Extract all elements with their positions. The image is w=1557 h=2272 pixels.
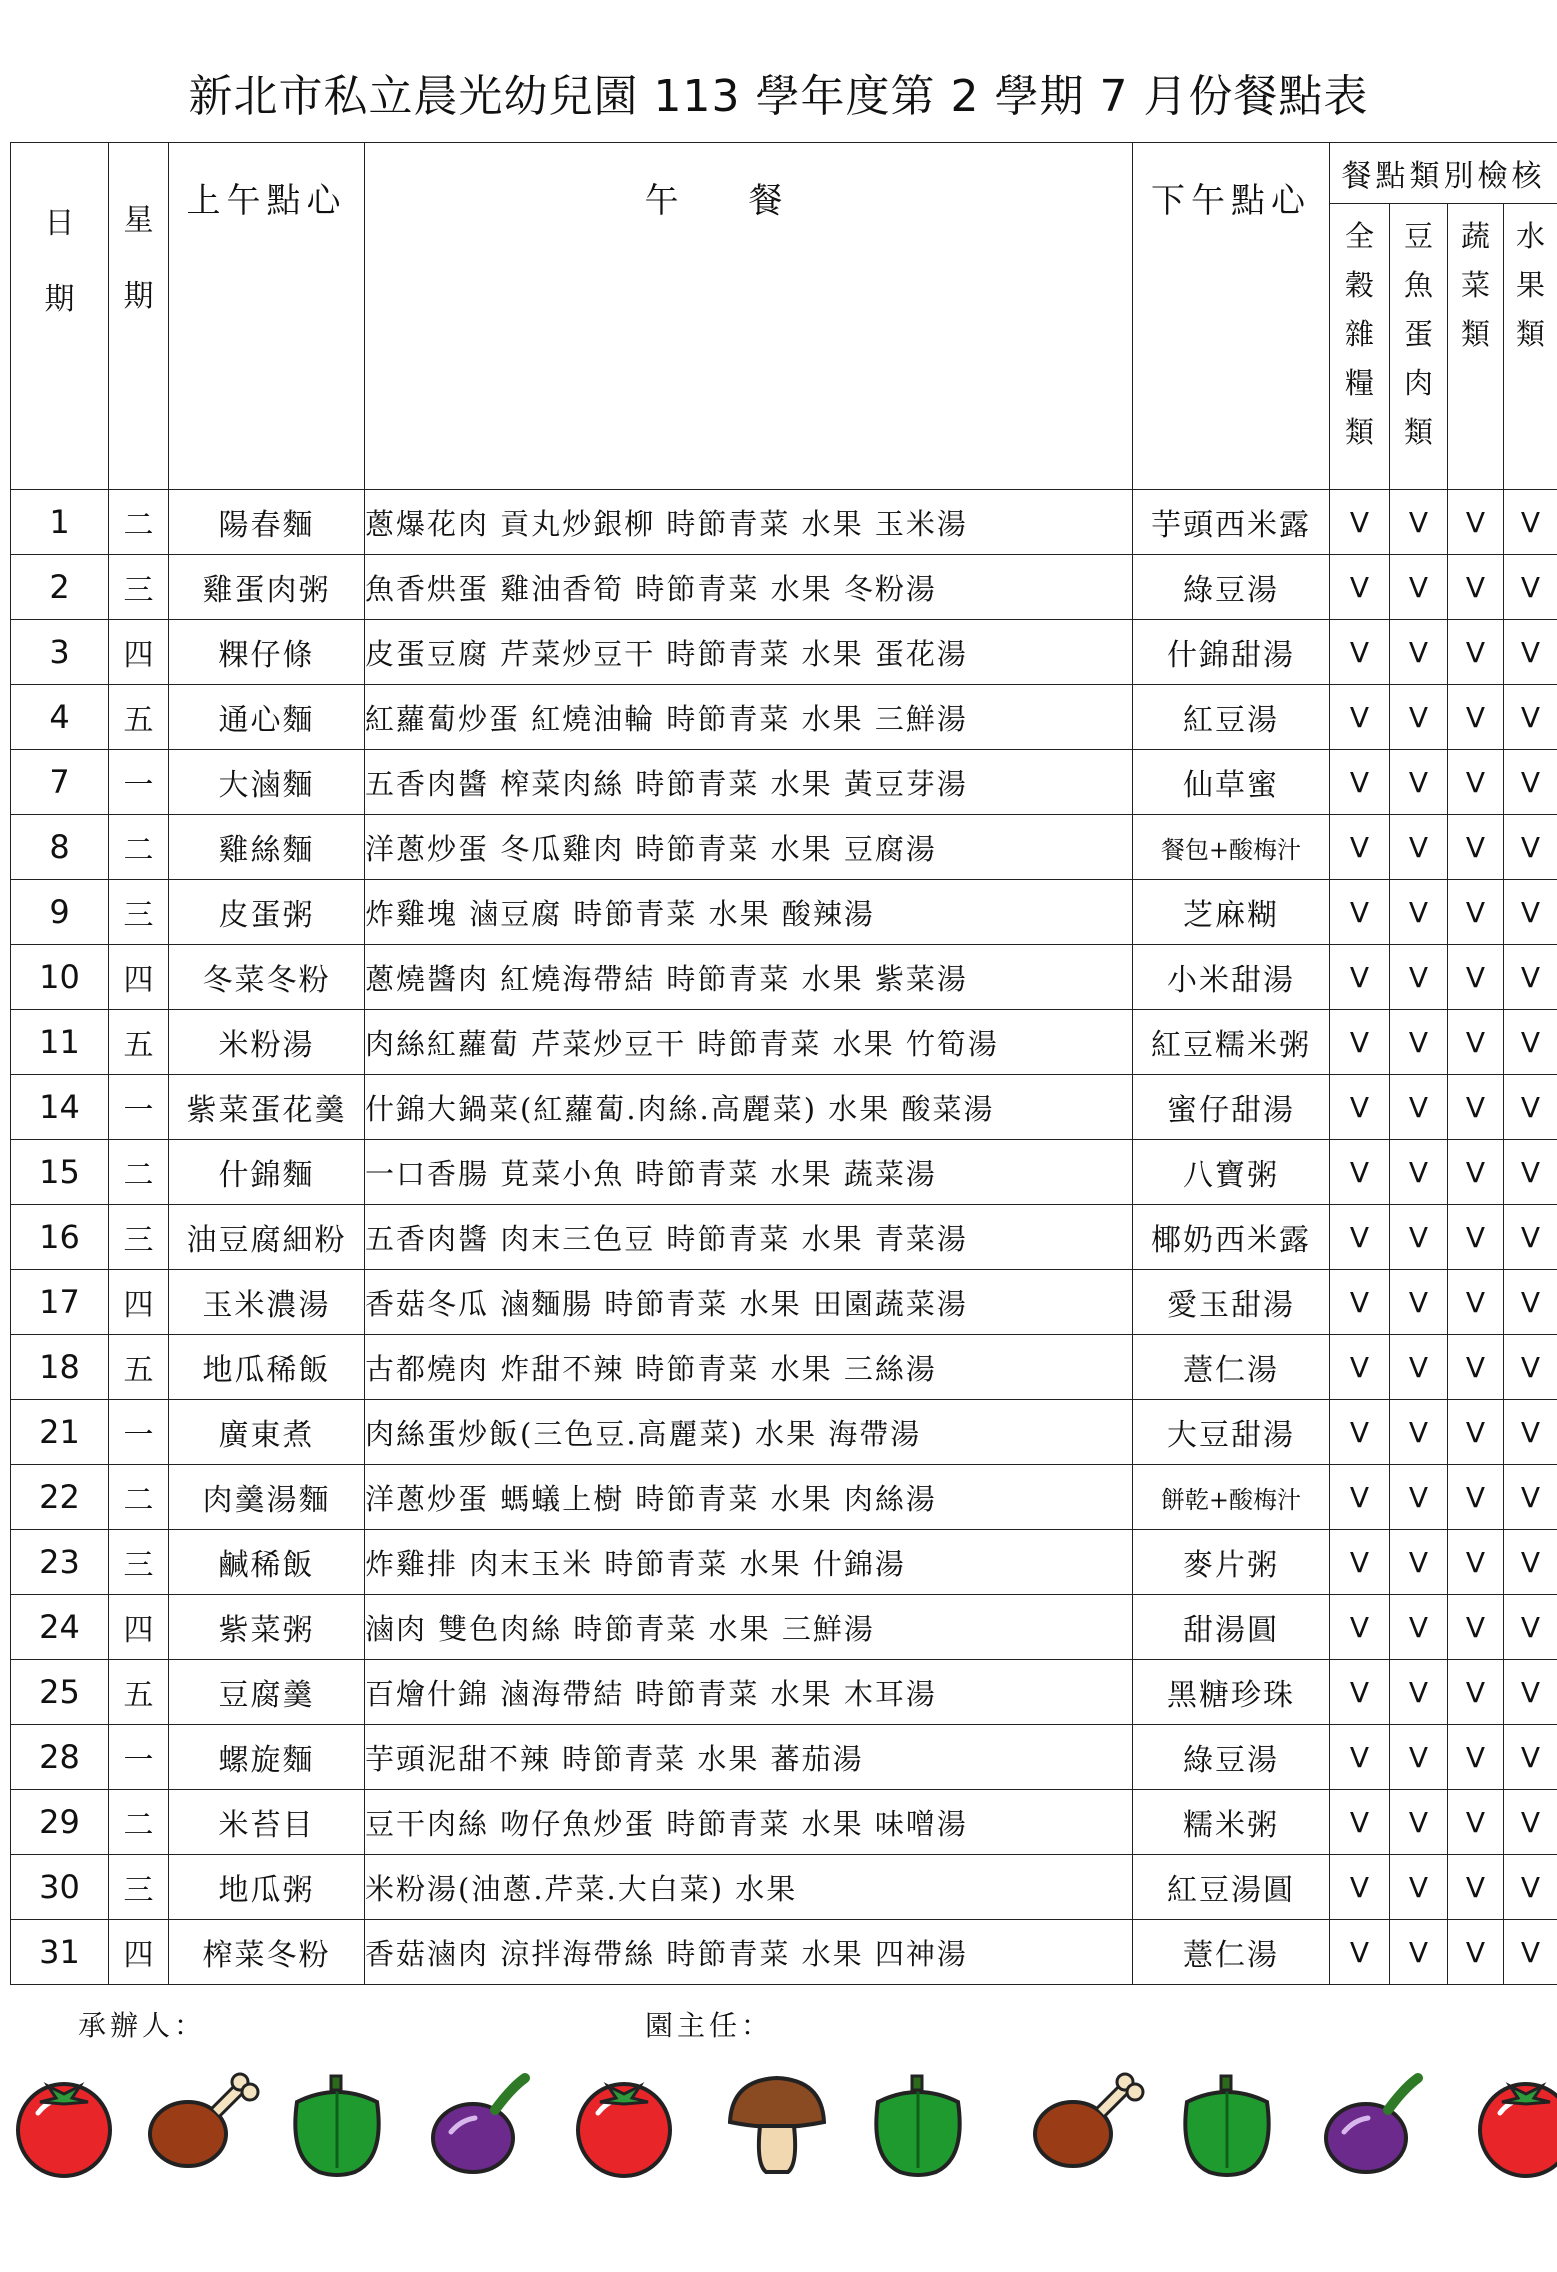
check-mark: V — [1504, 1530, 1557, 1595]
header-char: 穀 — [1344, 268, 1374, 302]
weekday-cell: 三 — [109, 555, 169, 620]
check-mark: V — [1330, 1660, 1390, 1725]
check-mark: V — [1448, 1725, 1504, 1790]
green-pepper-icon — [285, 2068, 389, 2180]
afternoon-snack-cell: 仙草蜜 — [1133, 750, 1330, 815]
date-cell: 4 — [11, 685, 109, 750]
table-row — [11, 620, 1557, 685]
check-mark: V — [1330, 1140, 1390, 1205]
table-row — [11, 1855, 1557, 1920]
weekday-cell: 四 — [109, 620, 169, 685]
date-cell: 23 — [11, 1530, 109, 1595]
lunch-cell: 芋頭泥甜不辣 時節青菜 水果 蕃茄湯 — [365, 1725, 1133, 1790]
date-cell: 3 — [11, 620, 109, 685]
check-mark: V — [1504, 620, 1557, 685]
check-mark: V — [1448, 1530, 1504, 1595]
header-grains — [1330, 204, 1390, 490]
table-row — [11, 1595, 1557, 1660]
afternoon-snack-cell: 芋頭西米露 — [1133, 490, 1330, 555]
check-mark: V — [1390, 1140, 1448, 1205]
table-row — [11, 1790, 1557, 1855]
check-mark: V — [1504, 490, 1557, 555]
afternoon-snack-cell: 綠豆湯 — [1133, 1725, 1330, 1790]
lunch-cell: 蔥爆花肉 貢丸炒銀柳 時節青菜 水果 玉米湯 — [365, 490, 1133, 555]
check-mark: V — [1390, 815, 1448, 880]
check-mark: V — [1330, 1400, 1390, 1465]
header-char: 水 — [1515, 219, 1545, 253]
drumstick-icon — [140, 2068, 260, 2180]
eggplant-icon — [1318, 2068, 1428, 2180]
header-category-check: 餐點類別檢核 — [1330, 143, 1557, 204]
table-row — [11, 750, 1557, 815]
morning-snack-cell: 榨菜冬粉 — [169, 1920, 365, 1985]
lunch-cell: 古都燒肉 炸甜不辣 時節青菜 水果 三絲湯 — [365, 1335, 1133, 1400]
check-mark: V — [1448, 945, 1504, 1010]
meal-table — [10, 142, 1557, 1985]
check-mark: V — [1504, 1140, 1557, 1205]
tomato-icon — [1470, 2068, 1557, 2180]
lunch-cell: 肉絲蛋炒飯(三色豆.高麗菜) 水果 海帶湯 — [365, 1400, 1133, 1465]
check-mark: V — [1448, 1855, 1504, 1920]
table-row — [11, 1400, 1557, 1465]
check-mark: V — [1390, 1725, 1448, 1790]
table-row — [11, 1920, 1557, 1985]
afternoon-snack-cell: 小米甜湯 — [1133, 945, 1330, 1010]
lunch-cell: 豆干肉絲 吻仔魚炒蛋 時節青菜 水果 味噌湯 — [365, 1790, 1133, 1855]
check-mark: V — [1504, 1920, 1557, 1985]
check-mark: V — [1390, 1335, 1448, 1400]
table-row — [11, 1010, 1557, 1075]
date-cell: 31 — [11, 1920, 109, 1985]
morning-snack-cell: 地瓜稀飯 — [169, 1335, 365, 1400]
lunch-cell: 炸雞排 肉末玉米 時節青菜 水果 什錦湯 — [365, 1530, 1133, 1595]
afternoon-snack-cell: 薏仁湯 — [1133, 1920, 1330, 1985]
header-char: 魚 — [1403, 268, 1433, 302]
lunch-cell: 洋蔥炒蛋 螞蟻上樹 時節青菜 水果 肉絲湯 — [365, 1465, 1133, 1530]
lunch-cell: 什錦大鍋菜(紅蘿蔔.肉絲.高麗菜) 水果 酸菜湯 — [365, 1075, 1133, 1140]
table-row — [11, 685, 1557, 750]
afternoon-snack-cell: 黑糖珍珠 — [1133, 1660, 1330, 1725]
header-protein — [1390, 204, 1448, 490]
morning-snack-cell: 螺旋麵 — [169, 1725, 365, 1790]
weekday-cell: 三 — [109, 1205, 169, 1270]
check-mark: V — [1504, 1335, 1557, 1400]
table-row — [11, 1075, 1557, 1140]
date-cell: 11 — [11, 1010, 109, 1075]
date-cell: 21 — [11, 1400, 109, 1465]
afternoon-snack-cell: 麥片粥 — [1133, 1530, 1330, 1595]
page-title: 新北市私立晨光幼兒園 113 學年度第 2 學期 7 月份餐點表 — [188, 71, 1369, 122]
check-mark: V — [1330, 1205, 1390, 1270]
green-pepper-icon — [1175, 2068, 1279, 2180]
table-row — [11, 1205, 1557, 1270]
check-mark: V — [1330, 1595, 1390, 1660]
check-mark: V — [1448, 1920, 1504, 1985]
check-mark: V — [1390, 1595, 1448, 1660]
lunch-cell: 紅蘿蔔炒蛋 紅燒油輪 時節青菜 水果 三鮮湯 — [365, 685, 1133, 750]
weekday-cell: 三 — [109, 1530, 169, 1595]
table-row — [11, 1530, 1557, 1595]
header-char: 糧 — [1344, 366, 1374, 400]
check-mark: V — [1448, 1790, 1504, 1855]
lunch-cell: 洋蔥炒蛋 冬瓜雞肉 時節青菜 水果 豆腐湯 — [365, 815, 1133, 880]
weekday-cell: 四 — [109, 1595, 169, 1660]
check-mark: V — [1390, 1530, 1448, 1595]
check-mark: V — [1504, 880, 1557, 945]
check-mark: V — [1448, 1595, 1504, 1660]
check-mark: V — [1504, 1725, 1557, 1790]
lunch-cell: 五香肉醬 榨菜肉絲 時節青菜 水果 黃豆芽湯 — [365, 750, 1133, 815]
weekday-cell: 一 — [109, 1075, 169, 1140]
check-mark: V — [1448, 1660, 1504, 1725]
lunch-cell: 炸雞塊 滷豆腐 時節青菜 水果 酸辣湯 — [365, 880, 1133, 945]
weekday-cell: 四 — [109, 1270, 169, 1335]
morning-snack-cell: 冬菜冬粉 — [169, 945, 365, 1010]
table-row — [11, 815, 1557, 880]
check-mark: V — [1448, 1205, 1504, 1270]
header-morning-snack: 上午點心 — [169, 143, 365, 490]
lunch-cell: 皮蛋豆腐 芹菜炒豆干 時節青菜 水果 蛋花湯 — [365, 620, 1133, 685]
check-mark: V — [1330, 1920, 1390, 1985]
green-pepper-icon — [866, 2068, 970, 2180]
check-mark: V — [1448, 1140, 1504, 1205]
weekday-cell: 二 — [109, 490, 169, 555]
check-mark: V — [1330, 555, 1390, 620]
weekday-cell: 一 — [109, 1400, 169, 1465]
drumstick-icon — [1025, 2068, 1145, 2180]
header-char: 蛋 — [1403, 317, 1433, 351]
table-row — [11, 1140, 1557, 1205]
weekday-cell: 一 — [109, 1725, 169, 1790]
morning-snack-cell: 油豆腐細粉 — [169, 1205, 365, 1270]
check-mark: V — [1330, 1335, 1390, 1400]
mushroom-icon — [722, 2068, 832, 2180]
check-mark: V — [1448, 490, 1504, 555]
afternoon-snack-cell: 椰奶西米露 — [1133, 1205, 1330, 1270]
weekday-cell: 三 — [109, 880, 169, 945]
check-mark: V — [1390, 555, 1448, 620]
weekday-cell: 二 — [109, 1140, 169, 1205]
check-mark: V — [1504, 1855, 1557, 1920]
check-mark: V — [1330, 880, 1390, 945]
weekday-cell: 四 — [109, 945, 169, 1010]
header-char: 類 — [1403, 415, 1433, 449]
check-mark: V — [1504, 815, 1557, 880]
weekday-cell: 四 — [109, 1920, 169, 1985]
check-mark: V — [1504, 1270, 1557, 1335]
check-mark: V — [1504, 1075, 1557, 1140]
check-mark: V — [1504, 555, 1557, 620]
check-mark: V — [1448, 750, 1504, 815]
tomato-icon — [568, 2068, 680, 2180]
check-mark: V — [1390, 1075, 1448, 1140]
afternoon-snack-cell: 紅豆湯圓 — [1133, 1855, 1330, 1920]
weekday-cell: 五 — [109, 1010, 169, 1075]
header-afternoon-snack: 下午點心 — [1133, 143, 1330, 490]
date-cell: 17 — [11, 1270, 109, 1335]
check-mark: V — [1390, 1790, 1448, 1855]
lunch-cell: 一口香腸 莧菜小魚 時節青菜 水果 蔬菜湯 — [365, 1140, 1133, 1205]
afternoon-snack-cell: 糯米粥 — [1133, 1790, 1330, 1855]
morning-snack-cell: 地瓜粥 — [169, 1855, 365, 1920]
check-mark: V — [1390, 1465, 1448, 1530]
morning-snack-cell: 米苔目 — [169, 1790, 365, 1855]
weekday-cell: 一 — [109, 750, 169, 815]
afternoon-snack-cell: 大豆甜湯 — [1133, 1400, 1330, 1465]
table-row — [11, 1660, 1557, 1725]
check-mark: V — [1330, 1270, 1390, 1335]
date-cell: 7 — [11, 750, 109, 815]
food-decoration-row — [0, 2068, 1557, 2188]
morning-snack-cell: 皮蛋粥 — [169, 880, 365, 945]
eggplant-icon — [425, 2068, 535, 2180]
header-weekday: 星 期 — [109, 143, 169, 490]
weekday-cell: 二 — [109, 1465, 169, 1530]
lunch-cell: 百燴什錦 滷海帶結 時節青菜 水果 木耳湯 — [365, 1660, 1133, 1725]
check-mark: V — [1390, 880, 1448, 945]
header-char: 類 — [1515, 317, 1545, 351]
check-mark: V — [1448, 815, 1504, 880]
morning-snack-cell: 雞蛋肉粥 — [169, 555, 365, 620]
morning-snack-cell: 紫菜粥 — [169, 1595, 365, 1660]
check-mark: V — [1330, 490, 1390, 555]
check-mark: V — [1448, 1010, 1504, 1075]
check-mark: V — [1504, 750, 1557, 815]
date-cell: 22 — [11, 1465, 109, 1530]
check-mark: V — [1390, 1660, 1448, 1725]
header-char: 類 — [1460, 317, 1490, 351]
check-mark: V — [1504, 1400, 1557, 1465]
lunch-cell: 蔥燒醬肉 紅燒海帶結 時節青菜 水果 紫菜湯 — [365, 945, 1133, 1010]
table-row — [11, 1465, 1557, 1530]
afternoon-snack-cell: 什錦甜湯 — [1133, 620, 1330, 685]
date-cell: 8 — [11, 815, 109, 880]
check-mark: V — [1504, 1595, 1557, 1660]
date-cell: 10 — [11, 945, 109, 1010]
header-char: 果 — [1515, 268, 1545, 302]
check-mark: V — [1448, 1075, 1504, 1140]
check-mark: V — [1330, 1530, 1390, 1595]
table-row — [11, 1725, 1557, 1790]
header-lunch: 午餐 — [365, 143, 1133, 490]
check-mark: V — [1330, 945, 1390, 1010]
table-row — [11, 1335, 1557, 1400]
morning-snack-cell: 紫菜蛋花羹 — [169, 1075, 365, 1140]
date-cell: 9 — [11, 880, 109, 945]
header-char: 雜 — [1344, 317, 1374, 351]
afternoon-snack-cell: 愛玉甜湯 — [1133, 1270, 1330, 1335]
date-cell: 1 — [11, 490, 109, 555]
afternoon-snack-cell: 餅乾+酸梅汁 — [1133, 1465, 1330, 1530]
check-mark: V — [1448, 880, 1504, 945]
afternoon-snack-cell: 紅豆湯 — [1133, 685, 1330, 750]
check-mark: V — [1330, 815, 1390, 880]
morning-snack-cell: 玉米濃湯 — [169, 1270, 365, 1335]
date-cell: 25 — [11, 1660, 109, 1725]
check-mark: V — [1390, 1855, 1448, 1920]
check-mark: V — [1504, 1205, 1557, 1270]
check-mark: V — [1448, 620, 1504, 685]
date-cell: 16 — [11, 1205, 109, 1270]
header-date: 日 期 — [11, 143, 109, 490]
check-mark: V — [1390, 1205, 1448, 1270]
morning-snack-cell: 陽春麵 — [169, 490, 365, 555]
check-mark: V — [1504, 945, 1557, 1010]
handler-label: 承辦人： — [78, 2009, 207, 2042]
afternoon-snack-cell: 紅豆糯米粥 — [1133, 1010, 1330, 1075]
lunch-cell: 五香肉醬 肉末三色豆 時節青菜 水果 青菜湯 — [365, 1205, 1133, 1270]
morning-snack-cell: 鹹稀飯 — [169, 1530, 365, 1595]
date-cell: 28 — [11, 1725, 109, 1790]
check-mark: V — [1330, 1075, 1390, 1140]
date-cell: 30 — [11, 1855, 109, 1920]
check-mark: V — [1330, 1790, 1390, 1855]
check-mark: V — [1448, 1465, 1504, 1530]
afternoon-snack-cell: 薏仁湯 — [1133, 1335, 1330, 1400]
afternoon-snack-cell: 甜湯圓 — [1133, 1595, 1330, 1660]
header-char: 肉 — [1403, 366, 1433, 400]
lunch-cell: 香菇滷肉 涼拌海帶絲 時節青菜 水果 四神湯 — [365, 1920, 1133, 1985]
morning-snack-cell: 粿仔條 — [169, 620, 365, 685]
lunch-cell: 滷肉 雙色肉絲 時節青菜 水果 三鮮湯 — [365, 1595, 1133, 1660]
check-mark: V — [1448, 1400, 1504, 1465]
check-mark: V — [1390, 490, 1448, 555]
check-mark: V — [1390, 685, 1448, 750]
check-mark: V — [1448, 555, 1504, 620]
check-mark: V — [1330, 1855, 1390, 1920]
morning-snack-cell: 雞絲麵 — [169, 815, 365, 880]
date-cell: 15 — [11, 1140, 109, 1205]
check-mark: V — [1390, 1010, 1448, 1075]
date-cell: 18 — [11, 1335, 109, 1400]
table-row — [11, 490, 1557, 555]
afternoon-snack-cell: 蜜仔甜湯 — [1133, 1075, 1330, 1140]
morning-snack-cell: 大滷麵 — [169, 750, 365, 815]
lunch-cell: 肉絲紅蘿蔔 芹菜炒豆干 時節青菜 水果 竹筍湯 — [365, 1010, 1133, 1075]
header-char: 菜 — [1460, 268, 1490, 302]
check-mark: V — [1390, 1400, 1448, 1465]
check-mark: V — [1330, 1010, 1390, 1075]
date-cell: 14 — [11, 1075, 109, 1140]
date-cell: 29 — [11, 1790, 109, 1855]
header-fruit — [1504, 204, 1557, 490]
check-mark: V — [1330, 620, 1390, 685]
weekday-cell: 五 — [109, 685, 169, 750]
check-mark: V — [1390, 1920, 1448, 1985]
check-mark: V — [1390, 945, 1448, 1010]
header-char: 蔬 — [1460, 219, 1490, 253]
check-mark: V — [1390, 750, 1448, 815]
check-mark: V — [1330, 1465, 1390, 1530]
weekday-cell: 二 — [109, 1790, 169, 1855]
table-row — [11, 1270, 1557, 1335]
tomato-icon — [8, 2068, 120, 2180]
header-char: 類 — [1344, 415, 1374, 449]
check-mark: V — [1330, 685, 1390, 750]
morning-snack-cell: 什錦麵 — [169, 1140, 365, 1205]
table-row — [11, 945, 1557, 1010]
date-cell: 24 — [11, 1595, 109, 1660]
morning-snack-cell: 豆腐羹 — [169, 1660, 365, 1725]
check-mark: V — [1504, 685, 1557, 750]
lunch-cell: 香菇冬瓜 滷麵腸 時節青菜 水果 田園蔬菜湯 — [365, 1270, 1133, 1335]
table-row — [11, 880, 1557, 945]
header-char: 全 — [1344, 219, 1374, 253]
check-mark: V — [1330, 750, 1390, 815]
afternoon-snack-cell: 芝麻糊 — [1133, 880, 1330, 945]
afternoon-snack-cell: 八寶粥 — [1133, 1140, 1330, 1205]
director-label: 園主任： — [645, 2009, 774, 2042]
check-mark: V — [1330, 1725, 1390, 1790]
afternoon-snack-cell: 綠豆湯 — [1133, 555, 1330, 620]
check-mark: V — [1504, 1010, 1557, 1075]
date-cell: 2 — [11, 555, 109, 620]
check-mark: V — [1448, 1335, 1504, 1400]
weekday-cell: 二 — [109, 815, 169, 880]
check-mark: V — [1504, 1790, 1557, 1855]
check-mark: V — [1504, 1660, 1557, 1725]
check-mark: V — [1504, 1465, 1557, 1530]
morning-snack-cell: 廣東煮 — [169, 1400, 365, 1465]
check-mark: V — [1390, 620, 1448, 685]
check-mark: V — [1448, 685, 1504, 750]
lunch-cell: 米粉湯(油蔥.芹菜.大白菜) 水果 — [365, 1855, 1133, 1920]
check-mark: V — [1390, 1270, 1448, 1335]
header-char: 豆 — [1403, 219, 1433, 253]
morning-snack-cell: 肉羹湯麵 — [169, 1465, 365, 1530]
weekday-cell: 五 — [109, 1660, 169, 1725]
morning-snack-cell: 米粉湯 — [169, 1010, 365, 1075]
lunch-cell: 魚香烘蛋 雞油香筍 時節青菜 水果 冬粉湯 — [365, 555, 1133, 620]
header-vegetables — [1448, 204, 1504, 490]
check-mark: V — [1448, 1270, 1504, 1335]
weekday-cell: 五 — [109, 1335, 169, 1400]
table-row — [11, 555, 1557, 620]
morning-snack-cell: 通心麵 — [169, 685, 365, 750]
weekday-cell: 三 — [109, 1855, 169, 1920]
afternoon-snack-cell: 餐包+酸梅汁 — [1133, 815, 1330, 880]
